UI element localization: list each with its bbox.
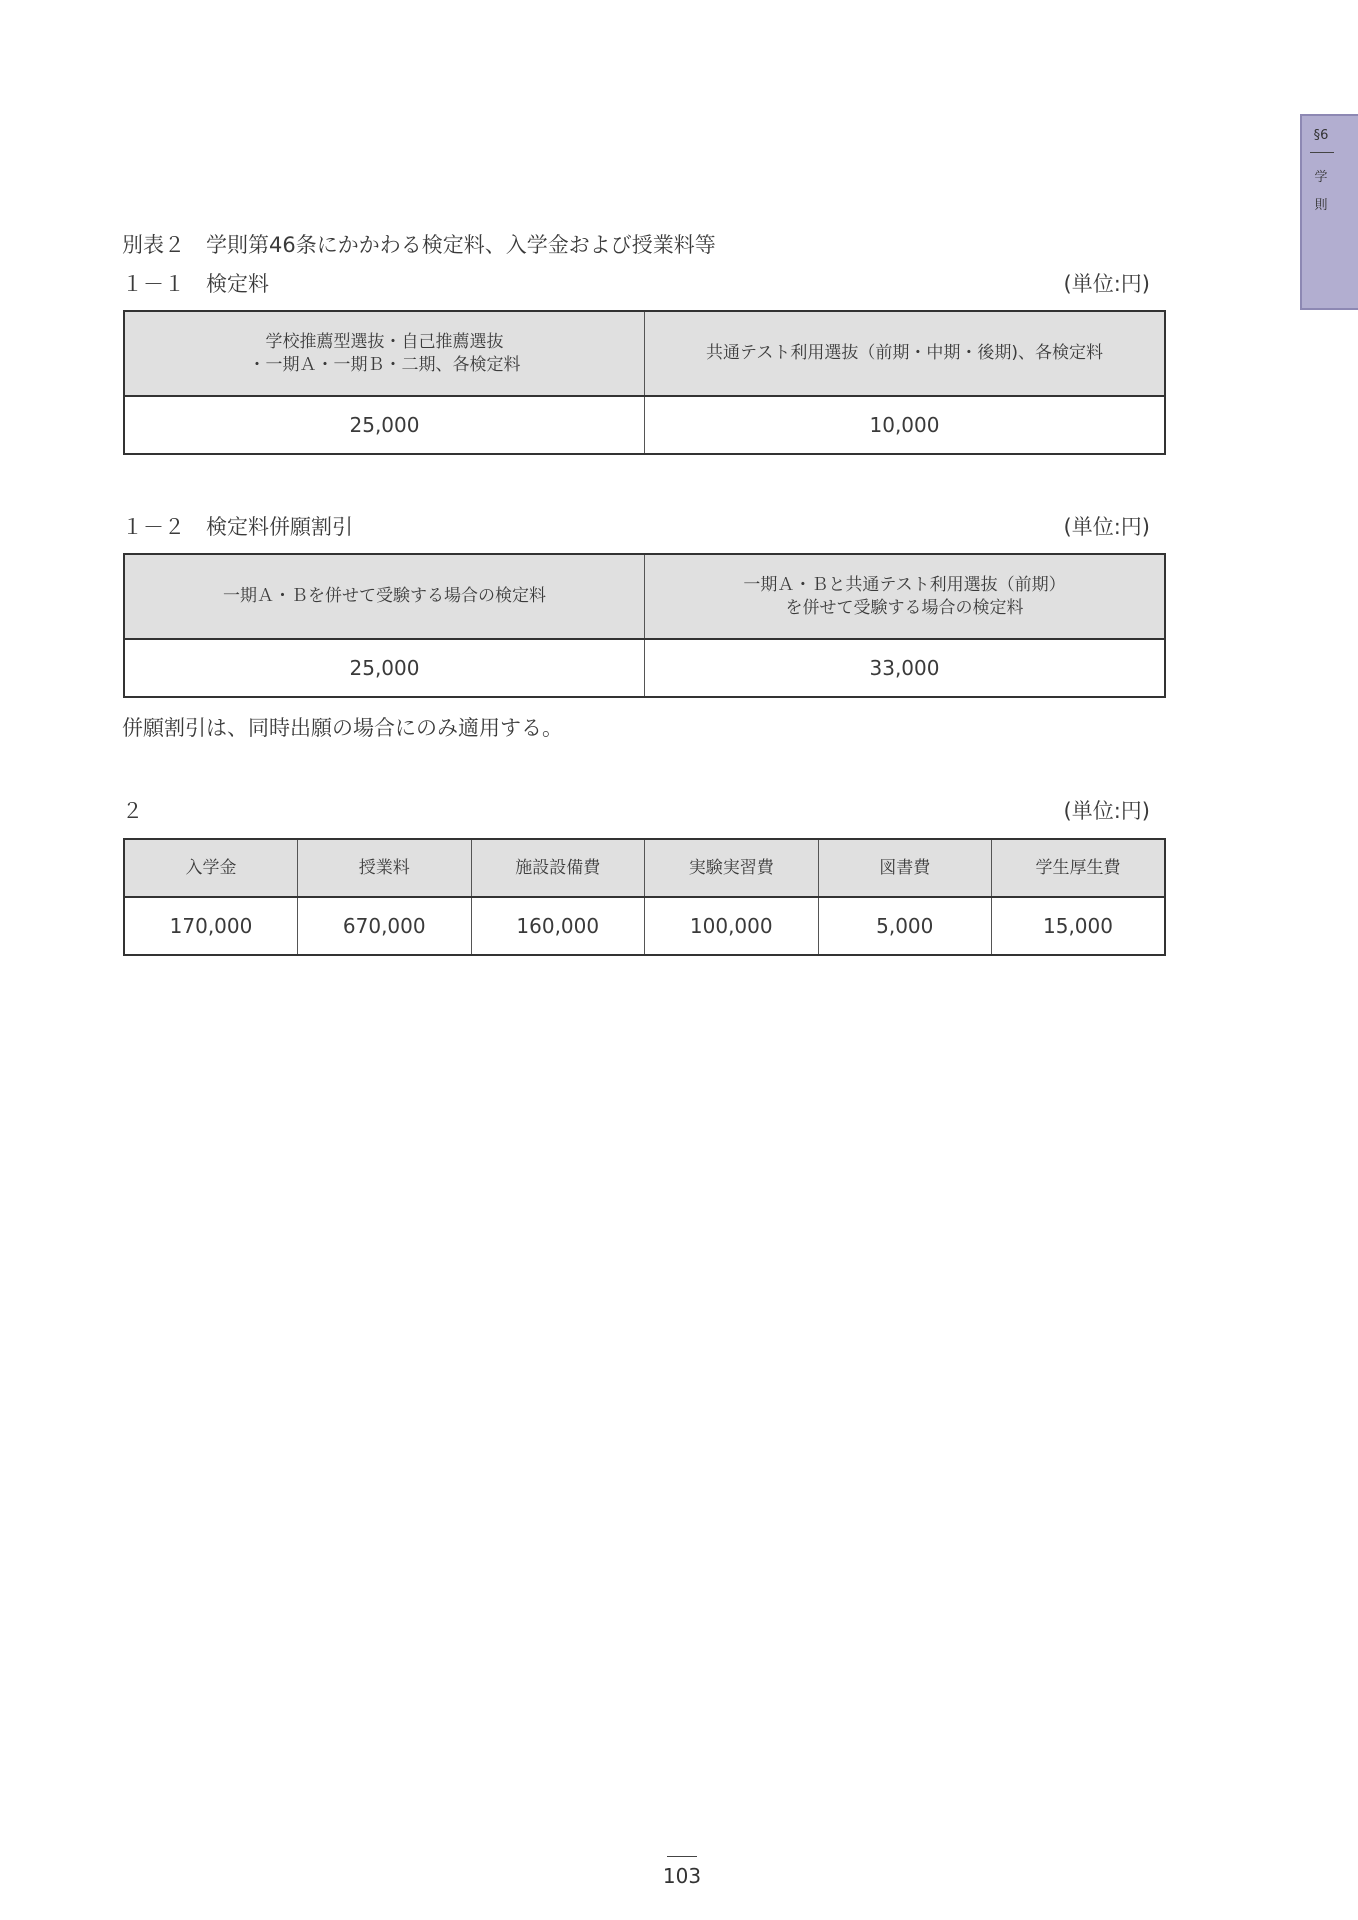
table-cell: 100,000 [645,897,819,955]
side-tab-rule [1310,152,1334,153]
side-tab-char: 学 [1314,170,1328,185]
table-cell: 25,000 [124,639,645,697]
header-line: 共通テスト利用選抜（前期・中期・後期)、各検定料 [706,343,1103,363]
table-cell: 160,000 [471,897,645,955]
table-cell: 5,000 [818,897,992,955]
table-cell: 10,000 [645,396,1166,454]
table-header-cell: 授業料 [298,839,472,897]
header-line: 学校推薦型選抜・自己推薦選抜 [265,331,504,352]
table-cell: 15,000 [992,897,1166,955]
combined-application-discount-table [123,553,1166,698]
table-cell: 670,000 [298,897,472,955]
section-1-2-unit: (単位:円) [1063,515,1150,539]
table-cell: 25,000 [124,396,645,454]
table-header-cell [645,554,1166,639]
table-cell: 33,000 [645,639,1166,697]
section-1-1-heading: １－１ 検定料 [122,272,269,296]
section-1-2-heading: １－２ 検定料併願割引 [122,515,353,539]
header-line: 一期Ａ・Ｂと共通テスト利用選抜（前期） [743,574,1066,595]
header-line: 一期Ａ・Ｂを併せて受験する場合の検定料 [223,586,546,606]
table-header-cell [124,554,645,639]
table-header-cell: 図書費 [818,839,992,897]
header-line: ・一期Ａ・一期Ｂ・二期、各検定料 [248,354,521,375]
section-side-tab [1300,114,1358,310]
header-line: を併せて受験する場合の検定料 [785,597,1024,618]
page-number-rule [667,1856,697,1857]
table-header-cell: 施設設備費 [471,839,645,897]
tuition-fee-table [123,838,1166,956]
table-header-cell [124,311,645,396]
table-row [124,639,1165,697]
section-2-heading: ２ [122,799,143,823]
side-tab-char: 則 [1314,198,1328,213]
table-row [124,396,1165,454]
table-header-cell: 学生厚生費 [992,839,1166,897]
appendix-title: 別表２ 学則第46条にかかわる検定料、入学金および授業料等 [122,233,716,257]
table-row [124,897,1165,955]
page-number: 103 [662,1864,702,1888]
table-cell: 170,000 [124,897,298,955]
table-header-cell: 実験実習費 [645,839,819,897]
section-1-1-unit: (単位:円) [1063,272,1150,296]
exam-fee-table [123,310,1166,455]
discount-note: 併願割引は、同時出願の場合にのみ適用する。 [122,716,563,740]
section-2-unit: (単位:円) [1063,799,1150,823]
table-header-cell [645,311,1166,396]
section-number: §6 [1313,128,1329,143]
table-header-cell: 入学金 [124,839,298,897]
